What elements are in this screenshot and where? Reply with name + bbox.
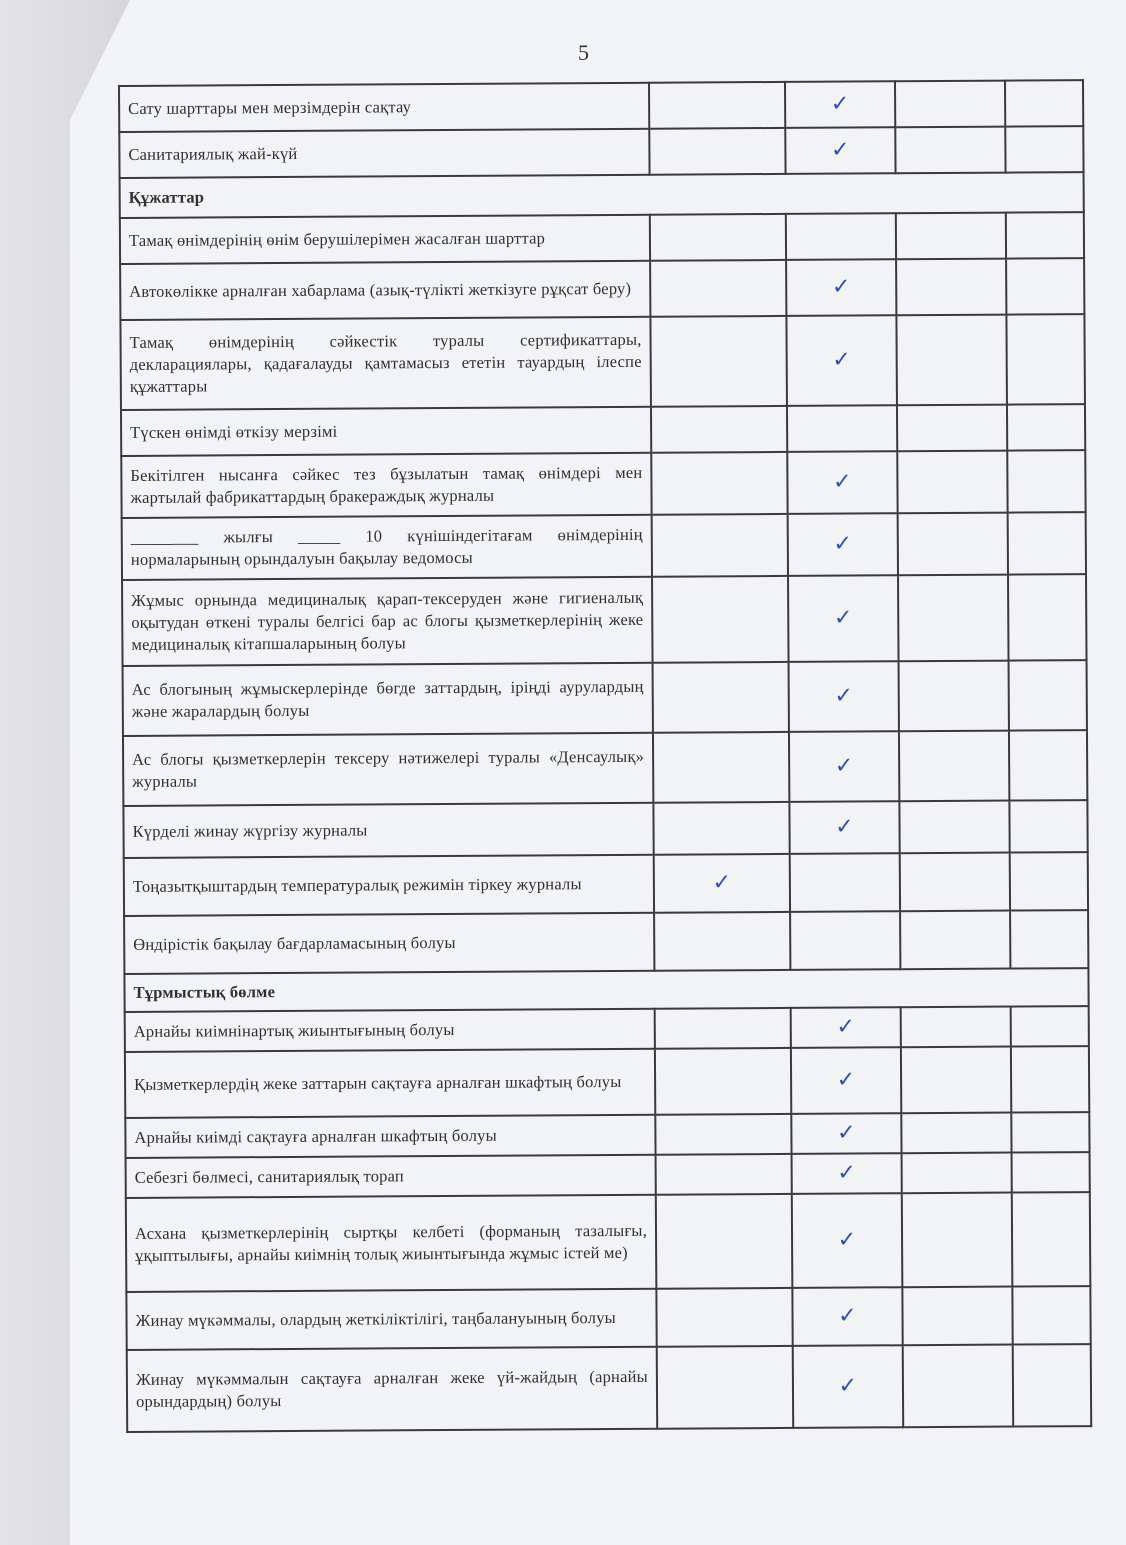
checklist-item-text: Сату шарттары мен мерзімдерін сақтау xyxy=(119,83,649,132)
empty-mark-cell xyxy=(790,911,900,970)
checklist-item-text: Қызметкерлердің жеке заттарын сақтауға арналған шкафтың болуы xyxy=(125,1049,655,1118)
checkmark-cell: ✓ xyxy=(791,1007,901,1048)
empty-mark-cell xyxy=(656,1194,793,1289)
empty-mark-cell xyxy=(651,452,787,515)
checkmark-cell: ✓ xyxy=(786,315,897,406)
checkmark-cell: ✓ xyxy=(785,81,895,128)
empty-mark-cell xyxy=(1012,1152,1090,1192)
checklist-row xyxy=(122,574,1087,666)
checklist-row xyxy=(125,1006,1089,1052)
checklist-item-text: Тамақ өнімдерінің өнім берушілерімен жасалған шарттар xyxy=(120,215,650,264)
checkmark-cell: ✓ xyxy=(785,127,895,174)
empty-mark-cell xyxy=(650,214,786,261)
checklist-row xyxy=(123,800,1087,858)
empty-mark-cell xyxy=(1010,910,1088,968)
section-row xyxy=(120,172,1084,218)
empty-mark-cell xyxy=(1011,1046,1089,1112)
empty-mark-cell xyxy=(1008,574,1087,660)
empty-mark-cell xyxy=(903,1345,1013,1428)
checklist-row xyxy=(125,1112,1089,1158)
empty-mark-cell xyxy=(1011,1006,1089,1046)
checklist-row xyxy=(127,1344,1091,1432)
checklist-row xyxy=(125,1046,1089,1118)
empty-mark-cell xyxy=(900,853,1010,912)
empty-mark-cell xyxy=(1006,258,1084,314)
checklist-item-text: ________ жылғы _____ 10 күнішіндегітағам өнімдерінің нормаларының орындалуын бақылау ведомосы xyxy=(122,515,652,580)
checklist-row xyxy=(120,314,1085,410)
empty-mark-cell xyxy=(654,912,790,971)
checkmark-cell: ✓ xyxy=(787,451,897,514)
empty-mark-cell xyxy=(1011,1112,1089,1152)
checklist-row xyxy=(121,404,1085,456)
checkmark-cell: ✓ xyxy=(792,1153,902,1194)
checklist-row xyxy=(126,1192,1091,1292)
checklist-item-text: Жинау мүкәммалын сақтауға арналған жеке үй-жайдың (арнайы орындардың) болуы xyxy=(127,1347,657,1432)
empty-mark-cell xyxy=(902,1193,1013,1288)
checkmark-cell: ✓ xyxy=(789,661,899,732)
checklist-item-text: Тоңазытқыштардың температуралық режимін тіркеу журналы xyxy=(124,855,654,916)
checklist-item-text: Арнайы киімді сақтауға арналған шкафтың болуы xyxy=(125,1115,655,1158)
checklist-row xyxy=(123,660,1087,736)
checklist-item-text: Ас блогының жұмыскерлерінде бөгде заттардың, іріңді аурулардың және жаралардың болуы xyxy=(123,663,653,736)
empty-mark-cell xyxy=(900,911,1010,970)
checklist-item-text: Жұмыс орнында медициналық қарап-тексеруден және гигиеналық оқытудан өткені туралы белгісі бар ас блогы қызметкерлерінің жеке медициналық кітапшаларының болуы xyxy=(122,577,653,666)
section-title: Құжаттар xyxy=(120,172,1084,218)
checkmark-cell: ✓ xyxy=(793,1345,903,1428)
checklist-item-text: Себезгі бөлмесі, санитариялық торап xyxy=(126,1155,656,1198)
empty-mark-cell xyxy=(655,1048,791,1115)
empty-mark-cell xyxy=(1005,80,1083,126)
empty-mark-cell xyxy=(896,315,1007,406)
checkmark-cell: ✓ xyxy=(791,1113,901,1154)
empty-mark-cell xyxy=(787,405,897,452)
empty-mark-cell xyxy=(655,1114,791,1155)
empty-mark-cell xyxy=(653,732,789,803)
empty-mark-cell xyxy=(790,853,900,912)
checklist-row xyxy=(123,730,1087,806)
empty-mark-cell xyxy=(898,513,1008,576)
empty-mark-cell xyxy=(1007,404,1085,450)
empty-mark-cell xyxy=(1010,852,1088,910)
empty-mark-cell xyxy=(896,213,1006,260)
empty-mark-cell xyxy=(652,576,789,663)
checklist-item-text: Ас блогы қызметкерлерін тексеру нәтижелері туралы «Денсаулық» журналы xyxy=(123,733,653,806)
checklist-row xyxy=(119,80,1083,132)
checklist-row xyxy=(126,1152,1090,1198)
checklist-item-text: Жинау мүкәммалы, олардың жеткіліктілігі, таңбалануының болуы xyxy=(126,1289,656,1350)
empty-mark-cell xyxy=(901,1007,1011,1048)
checkmark-cell: ✓ xyxy=(786,259,896,316)
checklist-table xyxy=(118,79,1092,1433)
empty-mark-cell xyxy=(1005,126,1083,172)
checklist-row xyxy=(120,212,1084,264)
empty-mark-cell xyxy=(652,514,788,577)
section-row xyxy=(124,968,1088,1012)
checklist-item-text: Арнайы киімнінартық жиынтығының болуы xyxy=(125,1009,655,1052)
empty-mark-cell xyxy=(896,259,1006,316)
checklist-row xyxy=(126,1286,1090,1350)
empty-mark-cell xyxy=(650,260,786,317)
empty-mark-cell xyxy=(651,406,787,453)
empty-mark-cell xyxy=(1007,450,1085,512)
checkmark-cell: ✓ xyxy=(788,513,898,576)
empty-mark-cell xyxy=(902,1153,1012,1194)
checklist-item-text: Бекітілген нысанға сәйкес тез бұзылатын тамақ өнімдері мен жартылай фабрикаттардың бракераждық журналы xyxy=(121,453,651,518)
empty-mark-cell xyxy=(899,801,1009,854)
empty-mark-cell xyxy=(895,127,1005,174)
checklist-item-text: Күрделі жинау жүргізу журналы xyxy=(123,803,653,858)
checklist-row xyxy=(124,852,1088,916)
checkmark-cell: ✓ xyxy=(789,731,899,802)
empty-mark-cell xyxy=(1013,1344,1091,1426)
empty-mark-cell xyxy=(1009,800,1087,852)
empty-mark-cell xyxy=(656,1288,792,1347)
empty-mark-cell xyxy=(650,316,787,407)
section-title: Тұрмыстық бөлме xyxy=(124,968,1088,1012)
checkmark-cell: ✓ xyxy=(792,1193,903,1288)
checkmark-cell: ✓ xyxy=(789,801,899,854)
empty-mark-cell xyxy=(656,1154,792,1195)
empty-mark-cell xyxy=(657,1346,793,1429)
empty-mark-cell xyxy=(897,405,1007,452)
empty-mark-cell xyxy=(901,1113,1011,1154)
empty-mark-cell xyxy=(1012,1286,1090,1344)
empty-mark-cell xyxy=(898,575,1009,662)
empty-mark-cell xyxy=(897,451,1007,514)
empty-mark-cell xyxy=(653,662,789,733)
checklist-row xyxy=(121,450,1085,518)
checklist-item-text: Түскен өнімді өткізу мерзімі xyxy=(121,407,651,456)
empty-mark-cell xyxy=(1006,314,1085,404)
page-number: 5 xyxy=(578,40,589,65)
checkmark-cell: ✓ xyxy=(788,575,899,662)
checkmark-cell: ✓ xyxy=(654,854,790,913)
empty-mark-cell xyxy=(902,1287,1012,1346)
checklist-item-text: Тамақ өнімдерінің сәйкестік туралы сертификаттары, декларациялары, қадағалауды қамтамасыз ететін тауардың ілеспе құжаттары xyxy=(120,317,651,410)
checklist-row xyxy=(124,910,1088,974)
checklist-item-text: Асхана қызметкерлерінің сыртқы келбеті (форманың тазалығы, ұқыптылығы, арнайы киімнің толық жиынтығында жұмыс істей ме) xyxy=(126,1195,657,1292)
checklist-item-text: Өндірістік бақылау бағдарламасының болуы xyxy=(124,913,654,974)
empty-mark-cell xyxy=(1012,1192,1091,1286)
empty-mark-cell xyxy=(786,213,896,260)
checklist-item-text: Автокөлікке арналған хабарлама (азық-түлікті жеткізуге рұқсат беру) xyxy=(120,261,650,320)
checklist-row xyxy=(119,126,1083,178)
checkmark-cell: ✓ xyxy=(792,1287,902,1346)
empty-mark-cell xyxy=(1008,512,1086,574)
checklist-item-text: Санитариялық жай-күй xyxy=(119,129,649,178)
checklist-row xyxy=(122,512,1086,580)
empty-mark-cell xyxy=(899,661,1009,732)
empty-mark-cell xyxy=(895,81,1005,128)
checklist-body xyxy=(119,80,1091,1432)
checklist-row xyxy=(120,258,1084,320)
empty-mark-cell xyxy=(1009,730,1087,800)
empty-mark-cell xyxy=(901,1047,1011,1114)
empty-mark-cell xyxy=(653,802,789,855)
empty-mark-cell xyxy=(649,82,785,129)
empty-mark-cell xyxy=(649,128,785,175)
checkmark-cell: ✓ xyxy=(791,1047,901,1114)
empty-mark-cell xyxy=(899,731,1009,802)
empty-mark-cell xyxy=(655,1008,791,1049)
empty-mark-cell xyxy=(1009,660,1087,730)
empty-mark-cell xyxy=(1006,212,1084,258)
